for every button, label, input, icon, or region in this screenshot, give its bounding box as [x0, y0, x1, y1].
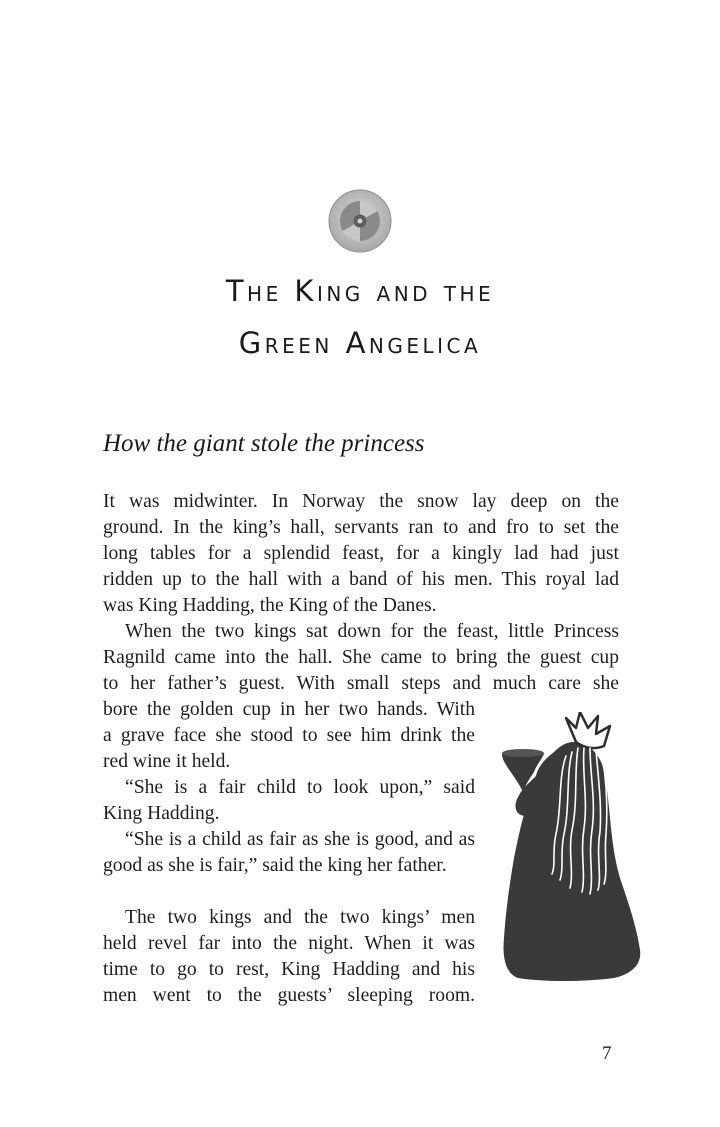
text-line: Ragnild came into the hall. She came to bring the guest cup: [103, 647, 619, 668]
paragraph-1: [103, 489, 619, 619]
page-number: 7: [602, 1043, 612, 1064]
text-line: “She is a fair child to look upon,” said: [125, 777, 475, 798]
text-line: long tables for a splendid feast, for a kingly lad had just: [103, 543, 619, 564]
chapter-subtitle: How the giant stole the princess: [103, 430, 425, 457]
chapter-title-line: Green Angelica: [238, 326, 482, 360]
text-line: It was midwinter. In Norway the snow lay deep on the: [103, 491, 619, 512]
chapter-title-line: The King and the: [225, 274, 495, 308]
text-line: “She is a child as fair as she is good, and as: [125, 829, 475, 850]
text-line: The two kings and the two kings’ men: [125, 907, 475, 928]
paragraph-5: [103, 905, 475, 1009]
disc-ornament-icon: [328, 189, 392, 253]
paragraph-3: [103, 775, 475, 827]
text-line: ridden up to the hall with a band of his men. This royal lad: [103, 569, 619, 590]
text-line: men went to the guests’ sleeping room.: [103, 985, 475, 1006]
text-line: held revel far into the night. When it was: [103, 933, 475, 954]
text-line: ground. In the king’s hall, servants ran to and fro to set the: [103, 517, 619, 538]
text-line: good as she is fair,” said the king her father.: [103, 855, 447, 876]
chapter-title: [60, 265, 660, 369]
text-line: red wine it held.: [103, 751, 231, 772]
text-line: time to go to rest, King Hadding and his: [103, 959, 475, 980]
princess-with-cup-icon: [496, 712, 646, 982]
paragraph-2-continued: [103, 697, 475, 775]
paragraph-4: [103, 827, 475, 879]
text-line: When the two kings sat down for the feast, little Princess: [125, 621, 619, 642]
text-line: a grave face she stood to see him drink the: [103, 725, 475, 746]
text-line: King Hadding.: [103, 803, 220, 824]
paragraph-2: [103, 619, 619, 697]
text-line: to her father’s guest. With small steps and much care she: [103, 673, 619, 694]
text-line: was King Hadding, the King of the Danes.: [103, 595, 437, 616]
text-line: bore the golden cup in her two hands. With: [103, 699, 475, 720]
